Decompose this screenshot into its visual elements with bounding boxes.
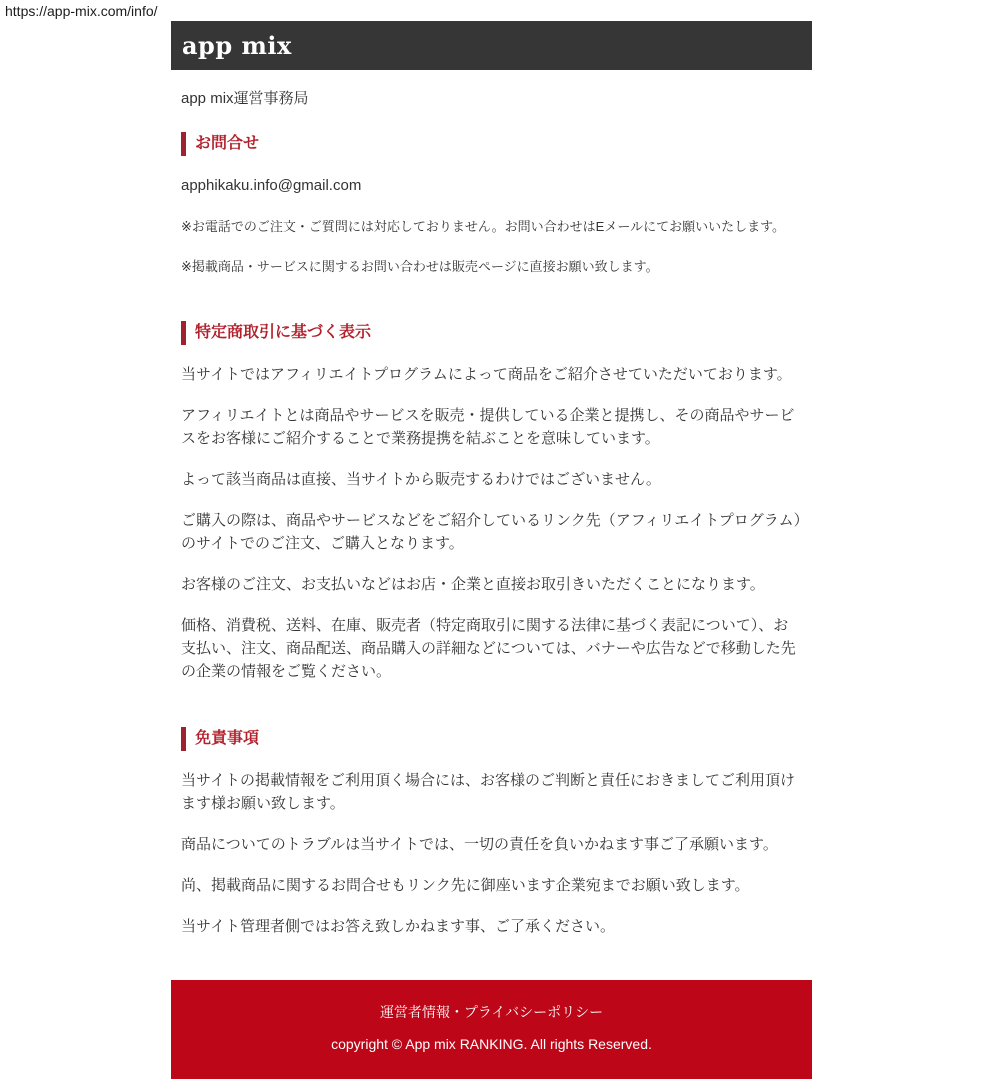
note-text: ※お電話でのご注文・ご質問には対応しておりません。お問い合わせはEメールにてお願いいたします。: [181, 219, 786, 234]
section-heading-contact: お問合せ: [181, 132, 802, 156]
paragraph: 価格、消費税、送料、在庫、販売者（特定商取引に関する法律に基づく表記について）、お支払い、注文、商品配送、商品購入の詳細などについては、バナーや広告などで移動した先の企業の情報をご覧ください。: [181, 617, 796, 680]
site-footer: [171, 980, 812, 1079]
main-content: [171, 87, 812, 938]
section-tokutei-shotorihiki: [181, 321, 802, 683]
site-header: [171, 21, 812, 70]
contact-email-text: apphikaku.info@gmail.com: [181, 177, 362, 194]
intro-text: app mix運営事務局: [181, 90, 309, 107]
site-title: app mix: [182, 31, 292, 60]
section-contact: [181, 132, 802, 277]
copyright-text: copyright © App mix RANKING. All rights Reserved.: [331, 1036, 652, 1052]
page-url-label: https://app-mix.com/info/: [5, 3, 158, 19]
paragraph: 尚、掲載商品に関するお問合せもリンク先に御座います企業宛までお願い致します。: [181, 877, 750, 894]
paragraph: 当サイト管理者側ではお答え致しかねます事、ご了承ください。: [181, 918, 615, 935]
footer-privacy-policy-link[interactable]: 運営者情報・プライバシーポリシー: [379, 1004, 604, 1020]
paragraph: よって該当商品は直接、当サイトから販売するわけではございません。: [181, 471, 661, 488]
paragraph: お客様のご注文、お支払いなどはお店・企業と直接お取引きいただくことになります。: [181, 576, 765, 593]
page-container: [171, 0, 812, 1079]
paragraph: ご購入の際は、商品やサービスなどをご紹介しているリンク先（アフィリエイトプログラム）のサイトでのご注文、ご購入となります。: [181, 512, 802, 552]
paragraph: アフィリエイトとは商品やサービスを販売・提供している企業と提携し、その商品やサービスをお客様にご紹介することで業務提携を結ぶことを意味しています。: [181, 407, 795, 447]
section-heading-disclaimer: 免責事項: [181, 727, 802, 751]
note-text: ※掲載商品・サービスに関するお問い合わせは販売ページに直接お願い致します。: [181, 259, 659, 274]
section-disclaimer: [181, 727, 802, 938]
paragraph: 当サイトの掲載情報をご利用頂く場合には、お客様のご判断と責任におきましてご利用頂けます様お願い致します。: [181, 772, 795, 812]
paragraph: 商品についてのトラブルは当サイトでは、一切の責任を負いかねます事ご了承願います。: [181, 836, 778, 853]
section-heading-tokutei: 特定商取引に基づく表示: [181, 321, 802, 345]
paragraph: 当サイトではアフィリエイトプログラムによって商品をご紹介させていただいております。: [181, 366, 792, 383]
